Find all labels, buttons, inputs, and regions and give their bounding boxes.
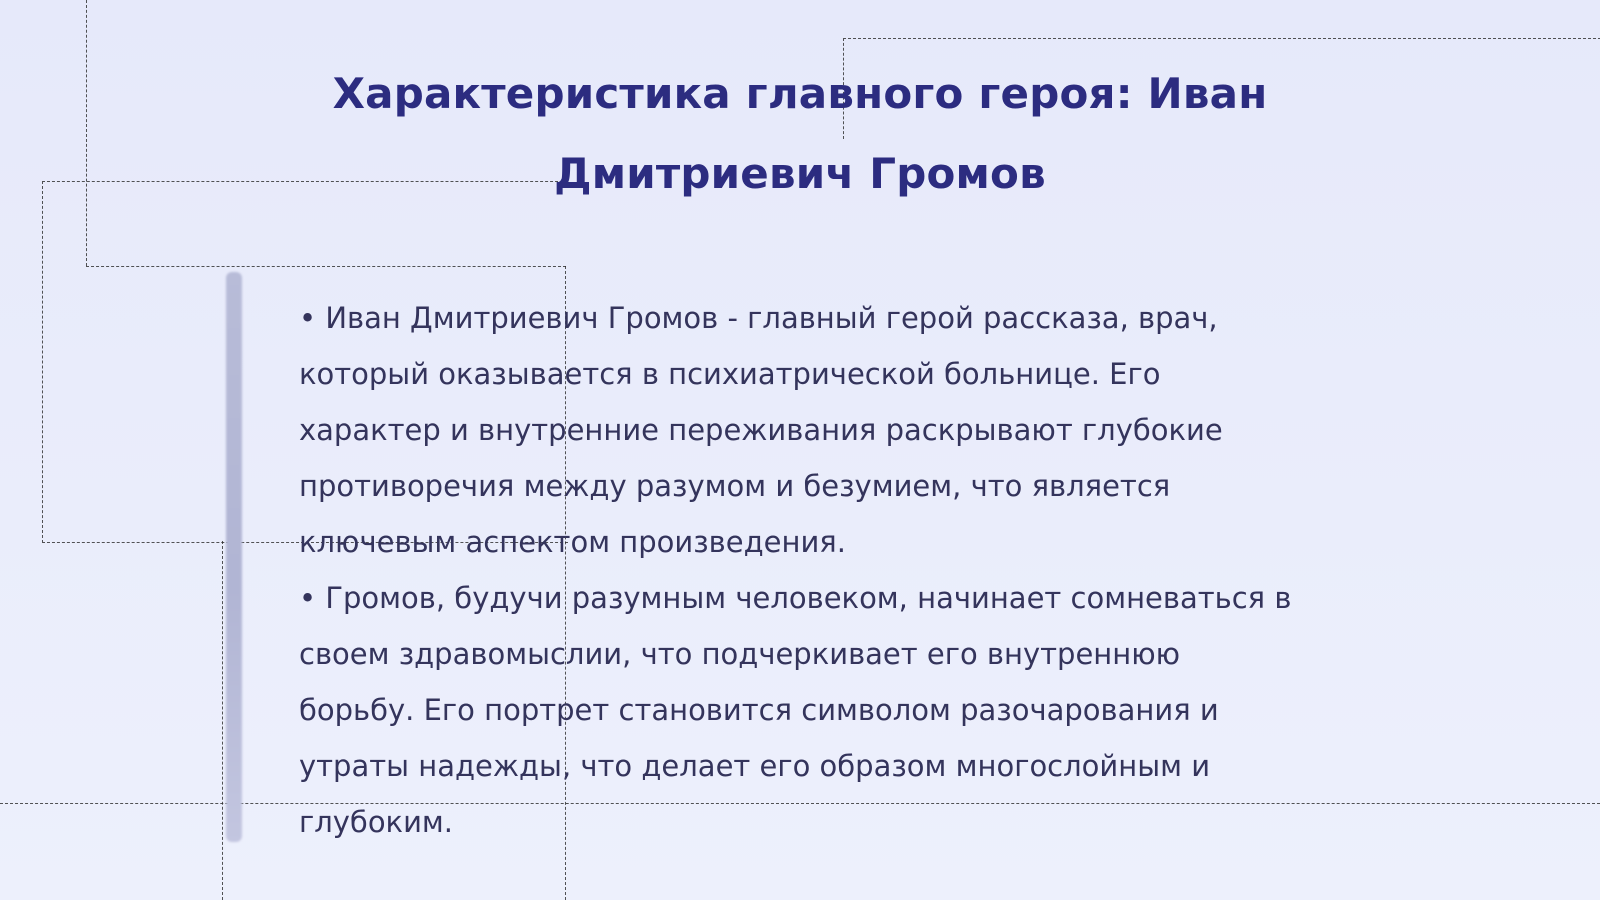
guide-line-inner-vertical bbox=[222, 541, 223, 900]
accent-bar bbox=[226, 272, 242, 842]
bullet-item-1: • Иван Дмитриевич Громов - главный герой рассказа, врач, который оказывается в психиатрической больнице. Его характер и внутренние переживания раскрывают глубокие противоречия между разумом и безумием, что является ключевым аспектом произведения. bbox=[299, 301, 1223, 559]
guide-line-left-vertical bbox=[86, 0, 87, 266]
guide-line-top-horizontal bbox=[86, 266, 566, 267]
page-title: Характеристика главного героя: Иван Дмитриевич Громов bbox=[332, 69, 1268, 198]
bullet-item-2: • Громов, будучи разумным человеком, начинает сомневаться в своем здравомыслии, что подчеркивает его внутреннюю борьбу. Его портрет становится символом разочарования и утраты надежды, что делает его образом многослойным и глубоким. bbox=[299, 581, 1292, 839]
bullet-list bbox=[299, 290, 1299, 850]
